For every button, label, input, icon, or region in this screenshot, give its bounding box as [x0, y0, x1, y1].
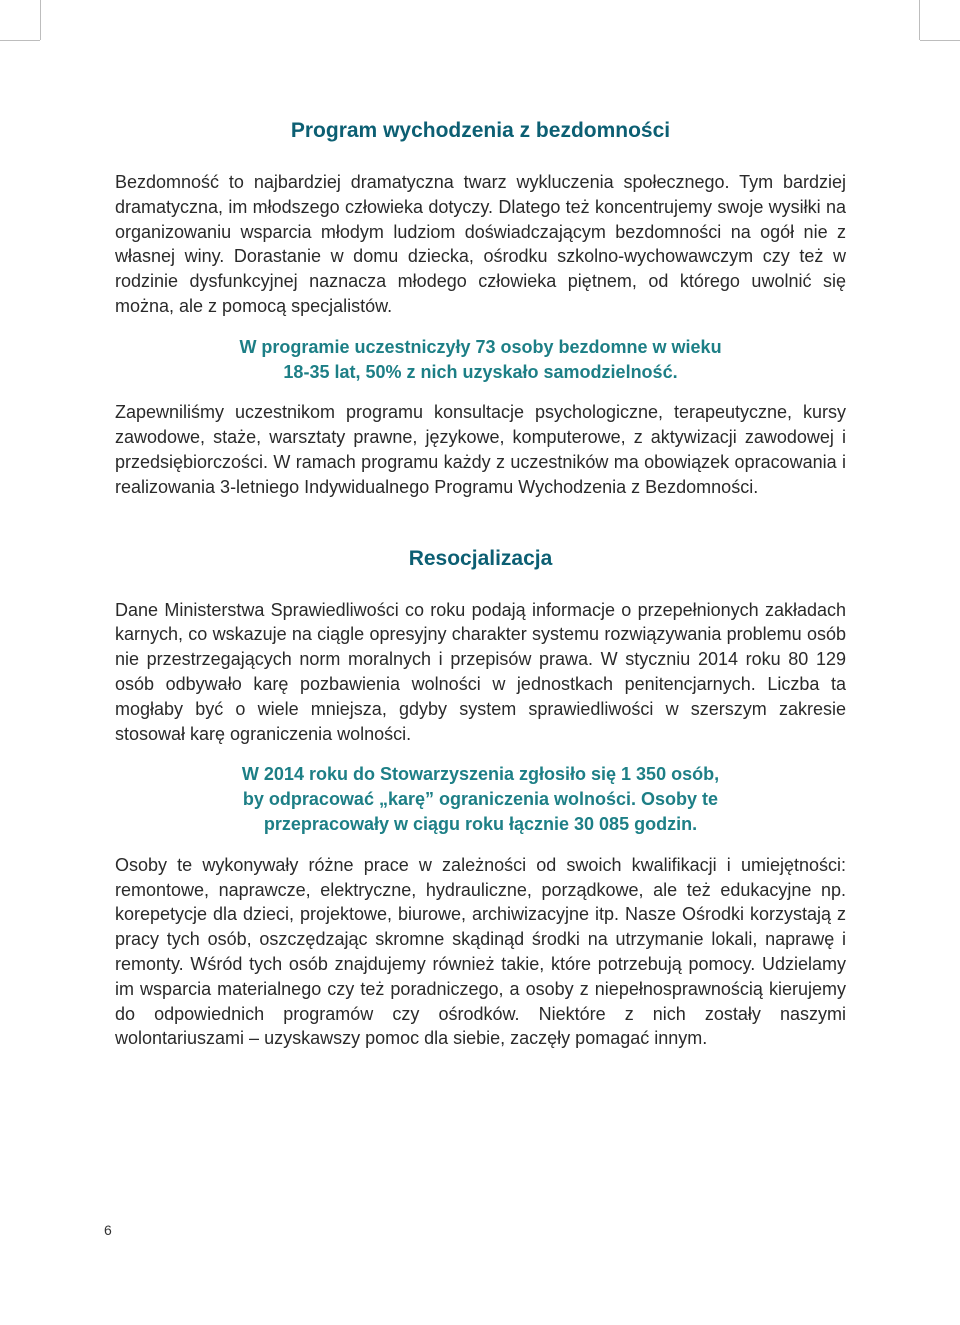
- page-content: [115, 112, 846, 1051]
- crop-mark-top-left: [40, 0, 41, 40]
- highlight-line: by odpracować „karę” ograniczenia wolności. Osoby te: [242, 789, 719, 810]
- crop-mark-top-right-h: [920, 40, 960, 41]
- highlight-line: W 2014 roku do Stowarzyszenia zgłosiło się 1 350 osób,: [241, 764, 720, 785]
- highlight-line: 18-35 lat, 50% z nich uzyskało samodzielność.: [283, 361, 678, 382]
- section-homelessness: [115, 112, 846, 500]
- paragraph: Dane Ministerstwa Sprawiedliwości co roku podają informacje o przepełnionych zakładach karnych, co wskazuje na ciągle opresyjny charakter systemu rozwiązywania problemu osób nie przestrzegających norm moralnych i przepisów prawa. W styczniu 2014 roku 80 129 osób odbywało karę pozbawienia wolności w jednostkach penitencjarnych. Liczba ta mogłaby być o wiele mniejsza, gdyby system sprawiedliwości w szerszym zakresie stosował karę ograniczenia wolności.: [115, 599, 846, 744]
- paragraph: Zapewniliśmy uczestnikom programu konsultacje psychologiczne, terapeutyczne, kursy zawodowe, staże, warsztaty prawne, językowe, komputerowe, z aktywizacji zawodowej i przedsiębiorczości. W ramach programu każdy z uczestników ma obowiązek opracowania i realizowania 3-letniego Indywidualnego Programu Wychodzenia z Bezdomności.: [115, 402, 846, 497]
- paragraph: Osoby te wykonywały różne prace w zależności od swoich kwalifikacji i umiejętności: remontowe, naprawcze, elektryczne, hydrauliczne, porządkowe, ale też edukacyjne np. korepetycje dla dzieci, projektowe, biurowe, archiwizacyjne itp. Nasze Ośrodki korzystają z pracy tych osób, oszczędzając skromne skądinąd środki na utrzymanie lokali, naprawę i remonty. Wśród tych osób znajdujemy również takie, które potrzebują pomocy. Udzielamy im wsparcia materialnego czy też poradniczego, a osoby z niepełnosprawnością kierujemy do odpowiednich programów czy ośrodków. Niektóre z nich zostały naszymi wolontariuszami – uzyskawszy pomoc dla siebie, zaczęły pomagać innym.: [115, 854, 846, 1049]
- highlight-line: W programie uczestniczyły 73 osoby bezdomne w wieku: [239, 336, 722, 357]
- highlight-box: [115, 335, 846, 385]
- section-title: Program wychodzenia z bezdomności: [290, 119, 671, 142]
- section-resocialization: [115, 540, 846, 1052]
- crop-mark-top-left-h: [0, 40, 40, 41]
- highlight-box: [115, 762, 846, 836]
- section-title: Resocjalizacja: [408, 546, 553, 570]
- page-number: 6: [104, 1222, 112, 1238]
- paragraph: Bezdomność to najbardziej dramatyczna twarz wykluczenia społecznego. Tym bardziej dramatyczna, im młodszego człowieka dotyczy. Dlatego też koncentrujemy swoje wysiłki na organizowaniu wsparcia młodym ludziom doświadczającym bezdomności na ogół nie z własnej winy. Dorastanie w domu dziecka, ośrodku szkolno-wychowawczym czy też w rodzinie dysfunkcyjnej naznacza młodego człowieka piętnem, od którego uwolnić się można, ale z pomocą specjalistów.: [115, 172, 846, 316]
- crop-mark-top-right: [919, 0, 920, 40]
- highlight-line: przepracowały w ciągu roku łącznie 30 085 godzin.: [263, 813, 698, 834]
